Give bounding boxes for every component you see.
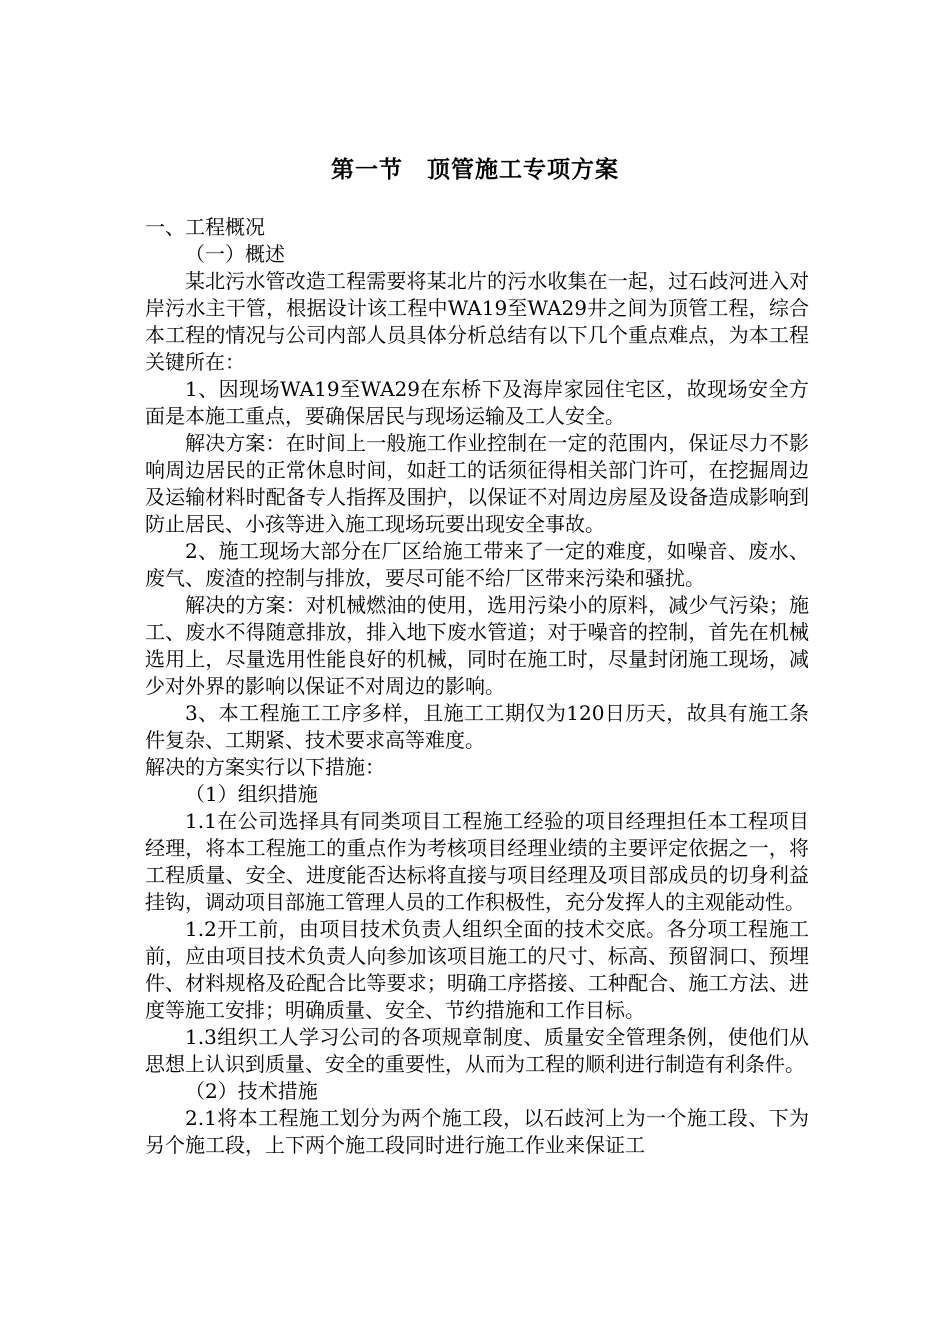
- paragraph: 解决方案：在时间上一般施工作业控制在一定的范围内，保证尽力不影响周边居民的正常休息时间，如赶工的话须征得相关部门许可，在挖掘周边及运输材料时配备专人指挥及围护，以保证不对周边房屋及设备造成影响到防止居民、小孩等进入施工现场玩要出现安全事故。: [145, 431, 809, 536]
- paragraph: （一）概述: [185, 242, 285, 266]
- paragraph: 2.1将本工程施工划分为两个施工段，以石歧河上为一个施工段、下为另个施工段，上下两个施工段同时进行施工作业来保证工: [145, 1106, 809, 1157]
- paragraph: 1、因现场WA19至WA29在东桥下及海岸家园住宅区，故现场安全方面是本施工重点，要确保居民与现场运输及工人安全。: [145, 377, 809, 428]
- paragraph: 解决的方案：对机械燃油的使用，选用污染小的原料，减少气污染；施工、废水不得随意排放，排入地下废水管道；对于噪音的控制，首先在机械选用上，尽量选用性能良好的机械，同时在施工时，尽量封闭施工现场，减少对外界的影响以保证不对周边的影响。: [145, 593, 809, 698]
- paragraph: 2、施工现场大部分在厂区给施工带来了一定的难度，如噪音、废水、废气、废渣的控制与排放，要尽可能不给厂区带来污染和骚扰。: [145, 539, 809, 590]
- paragraph: 1.2开工前，由项目技术负责人组织全面的技术交底。各分项工程施工前，应由项目技术负责人向参加该项目施工的尺寸、标高、预留洞口、预埋件、材料规格及砼配合比等要求；明确工序搭接、工种配合、施工方法、进度等施工安排；明确质量、安全、节约措施和工作目标。: [145, 917, 809, 1022]
- paragraph: 一、工程概况: [145, 215, 265, 239]
- paragraph: 某北污水管改造工程需要将某北片的污水收集在一起，过石歧河进入对岸污水主干管，根据设计该工程中WA19至WA29井之间为顶管工程，综合本工程的情况与公司内部人员具体分析总结有以下几个重点难点，为本工程关键所在：: [145, 269, 809, 374]
- paragraph: 3、本工程施工工序多样，且施工工期仅为120日历天，故具有施工条件复杂、工期紧、技术要求高等难度。: [145, 701, 809, 752]
- paragraph: 1.3组织工人学习公司的各项规章制度、质量安全管理条例，使他们从思想上认识到质量、安全的重要性，从而为工程的顺利进行制造有利条件。: [145, 1025, 809, 1076]
- document-body: [145, 214, 809, 1159]
- paragraph: 1.1在公司选择具有同类项目工程施工经验的项目经理担任本工程项目经理，将本工程施工的重点作为考核项目经理业绩的主要评定依据之一，将工程质量、安全、进度能否达标将直接与项目经理及项目部成员的切身利益挂钩，调动项目部施工管理人员的工作积极性，充分发挥人的主观能动性。: [145, 809, 809, 914]
- page-title: 第一节 顶管施工专项方案: [331, 157, 619, 183]
- paragraph: （1）组织措施: [185, 782, 318, 806]
- paragraph: （2）技术措施: [185, 1079, 318, 1103]
- paragraph: 解决的方案实行以下措施：: [145, 755, 385, 779]
